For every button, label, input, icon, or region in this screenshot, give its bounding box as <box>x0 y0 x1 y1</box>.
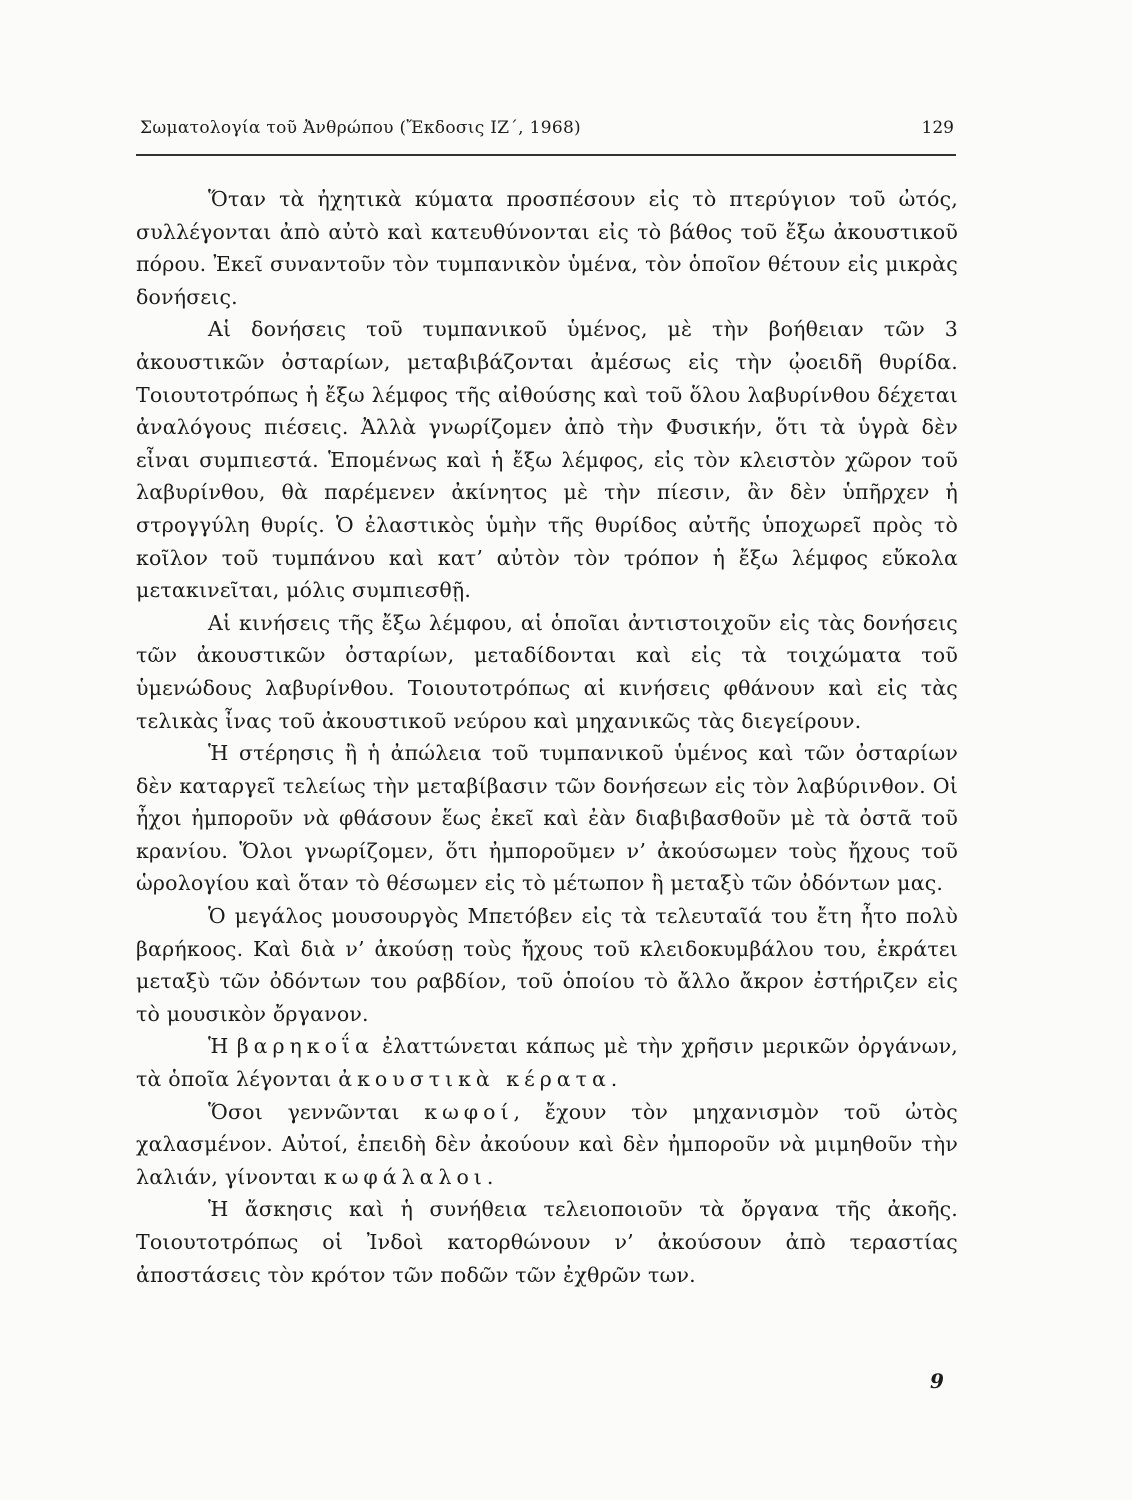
term-hearing-loss: βαρηκοΐα <box>236 1034 374 1059</box>
paragraph-lymph-movements: Αἱ κινήσεις τῆς ἔξω λέμφου, αἱ ὁποῖαι ἀντιστοιχοῦν εἰς τὰς δονήσεις τῶν ἀκουστικῶν ὀσταρίων, μεταδίδονται καὶ εἰς τὰ τοιχώματα τοῦ ὑμενώδους λαβυρίνθου. Τοιουτοτρόπως αἱ κινήσεις φθάνουν καὶ εἰς τὰς τελικὰς ἶνας τοῦ ἀκουστικοῦ νεύρου καὶ μηχανικῶς τὰς διεγείρουν. <box>136 610 958 733</box>
term-deaf-mute: κωφάλαλοι <box>323 1164 487 1189</box>
paragraph-eardrum-vibrations: Αἱ δονήσεις τοῦ τυμπανικοῦ ὑμένος, μὲ τὴν βοήθειαν τῶν 3 ἀκουστικῶν ὀσταρίων, μεταβιβάζονται ἀμέσως εἰς τὴν ᾠοειδῆ θυρίδα. Τοιουτοτρόπως ἡ ἔξω λέμφος τῆς αἰθούσης καὶ τοῦ ὅλου λαβυρίνθου δέχεται ἀναλόγους πιέσεις. Ἀλλὰ γνωρίζομεν ἀπὸ τὴν Φυσικήν, ὅτι τὰ ὑγρὰ δὲν εἶναι συμπιεστά. Ἑπομένως καὶ ἡ ἔξω λέμφος, εἰς τὸν κλειστὸν χῶρον τοῦ λαβυρίνθου, θὰ παρέμενεν ἀκίνητος μὲ τὴν πίεσιν, ἂν δὲν ὑπῆρχεν ἡ στρογγύλη θυρίς. Ὁ ἐλαστικὸς ὑμὴν τῆς θυρίδος αὐτῆς ὑποχωρεῖ πρὸς τὸ κοῖλον τοῦ τυμπάνου καὶ κατ’ αὐτὸν τὸν τρόπον ἡ ἔξω λέμφος εὔκολα μετακινεῖται, μόλις συμπιεσθῇ. <box>136 317 958 603</box>
text-segment: , ἔχουν τὸν μηχανισμὸν τοῦ ὠτὸς χαλασμένον. Αὐτοί, ἐπειδὴ δὲν ἀκούουν καὶ δὲν ἠμποροῦν νὰ μιμηθοῦν τὴν λαλιάν, γίνονται <box>136 1099 958 1189</box>
text-segment: Ὅσοι γεννῶνται <box>208 1099 425 1124</box>
paragraph-deaf <box>136 1096 958 1194</box>
body-text <box>136 183 958 1291</box>
text-segment: Ἡ <box>208 1034 237 1059</box>
text-segment: . <box>610 1067 618 1092</box>
paragraph-bone-conduction: Ἡ στέρησις ἢ ἡ ἀπώλεια τοῦ τυμπανικοῦ ὑμένος καὶ τῶν ὀσταρίων δὲν καταργεῖ τελείως τὴν μεταβίβασιν τῶν δονήσεων εἰς τὸν λαβύρινθον. Οἱ ἦχοι ἠμποροῦν νὰ φθάσουν ἕως ἐκεῖ καὶ ἐὰν διαβιβασθοῦν μὲ τὰ ὀστᾶ τοῦ κρανίου. Ὅλοι γνωρίζομεν, ὅτι ἠμποροῦμεν ν’ ἀκούσωμεν τοὺς ἤχους τοῦ ὡρολογίου καὶ ὅταν τὸ θέσωμεν εἰς τὸ μέτωπον ἢ μεταξὺ τῶν ὀδόντων μας. <box>136 741 958 896</box>
running-title: Σωματολογία τοῦ Ἀνθρώπου (Ἔκδοσις ΙΖ΄, 1968) <box>140 118 581 138</box>
paragraph-sound-waves: Ὅταν τὰ ἠχητικὰ κύματα προσπέσουν εἰς τὸ πτερύγιον τοῦ ὠτός, συλλέγονται ἀπὸ αὐτὸ καὶ κατευθύνονται εἰς τὸ βάθος τοῦ ἔξω ἀκουστικοῦ πόρου. Ἐκεῖ συναντοῦν τὸν τυμπανικὸν ὑμένα, τὸν ὁποῖον θέτουν εἰς μικρὰς δονήσεις. <box>136 187 958 309</box>
text-segment: ἐλαττώνεται κάπως μὲ τὴν χρῆσιν μερικῶν ὀργάνων, τὰ ὁποῖα λέγονται <box>136 1034 958 1092</box>
paragraph-training: Ἡ ἄσκησις καὶ ἡ συνήθεια τελειοποιοῦν τὰ ὄργανα τῆς ἀκοῆς. Τοιουτοτρόπως οἱ Ἰνδοὶ κατορθώνουν ν’ ἀκούσουν ἀπὸ τεραστίας ἀποστάσεις τὸν κρότον τῶν ποδῶν τῶν ἐχθρῶν των. <box>136 1197 958 1287</box>
text-segment: . <box>486 1164 494 1189</box>
paragraph-hearing-loss <box>136 1030 958 1095</box>
page-header <box>136 114 956 156</box>
signature-mark: 9 <box>930 1369 944 1393</box>
paragraph-beethoven: Ὁ μεγάλος μουσουργὸς Μπετόβεν εἰς τὰ τελευταῖά του ἔτη ἦτο πολὺ βαρήκοος. Καὶ διὰ ν’ ἀκούσῃ τοὺς ἤχους τοῦ κλειδοκυμβάλου του, ἐκράτει μεταξὺ τῶν ὀδόντων του ραβδίον, τοῦ ὁποίου τὸ ἄλλο ἄκρον ἐστήριζεν εἰς τὸ μουσικὸν ὄργανον. <box>136 904 958 1026</box>
term-deaf: κωφοί <box>424 1099 514 1124</box>
term-ear-trumpets: ἀκουστικὰ κέρατα <box>338 1067 611 1092</box>
page-number: 129 <box>921 118 954 138</box>
